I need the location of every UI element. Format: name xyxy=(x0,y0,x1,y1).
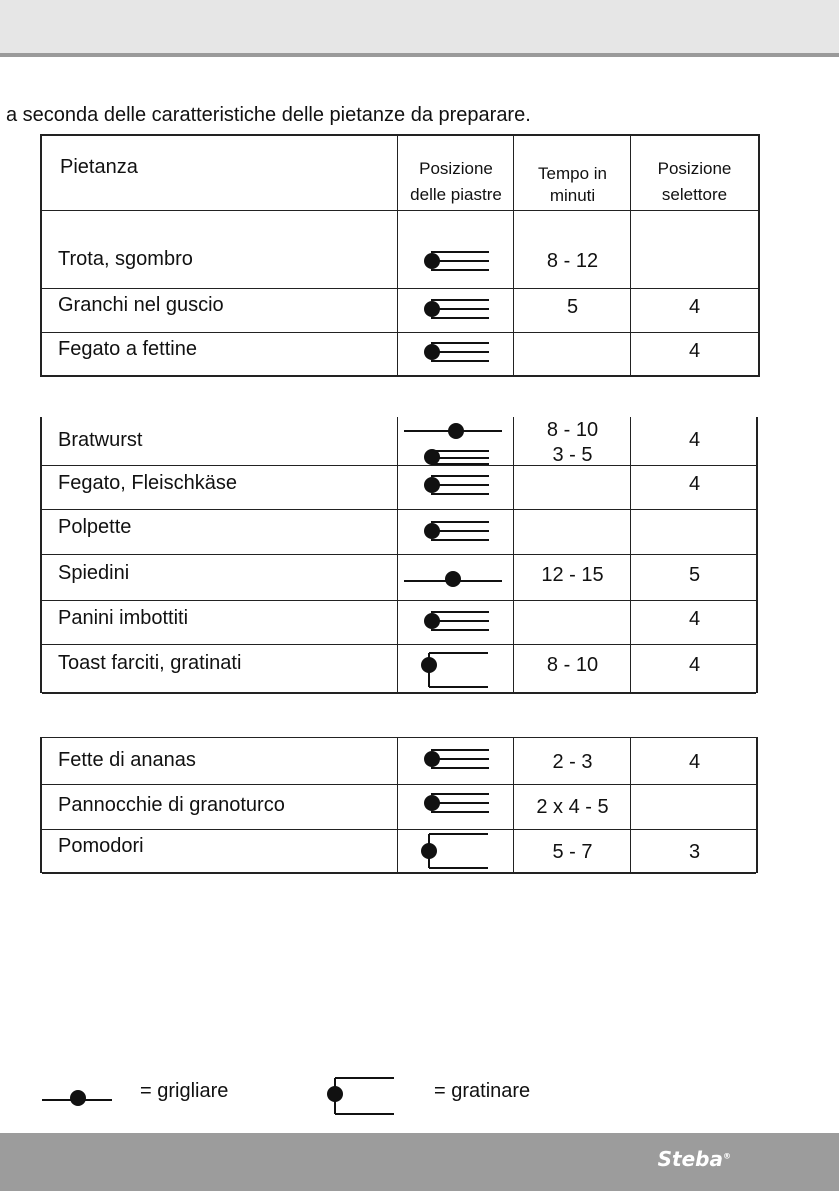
dish-name: Bratwurst xyxy=(58,429,143,451)
time-value: 8 - 10 xyxy=(546,654,599,676)
table-row xyxy=(42,417,756,466)
table-row xyxy=(42,509,756,555)
header-line: Tempo in xyxy=(538,164,607,183)
setting-value: 4 xyxy=(688,473,701,495)
time-value: 2 - 3 xyxy=(552,751,593,773)
dish-name: Fette di ananas xyxy=(58,749,196,771)
header-line: delle piastre xyxy=(410,185,502,204)
setting-value: 4 xyxy=(688,654,701,676)
setting-value: 5 xyxy=(688,564,701,586)
setting-value: 4 xyxy=(688,608,701,630)
grill-closed-icon xyxy=(422,748,492,770)
gratin-icon xyxy=(420,652,490,690)
dish-name: Spiedini xyxy=(58,562,130,584)
legend-grill-label: = grigliare xyxy=(140,1080,229,1102)
grill-open-icon xyxy=(404,568,504,590)
table-row xyxy=(42,600,756,645)
header-selettore xyxy=(631,156,758,208)
setting-value: 4 xyxy=(688,296,701,318)
grill-closed-icon xyxy=(422,610,492,632)
grill-closed-icon xyxy=(422,474,492,496)
time-value: 8 - 10 xyxy=(546,419,599,441)
table-row xyxy=(42,465,756,510)
dish-name: Pomodori xyxy=(58,835,144,857)
top-band xyxy=(0,0,839,54)
top-divider xyxy=(0,53,839,57)
grill-closed-icon xyxy=(422,250,492,272)
time-value: 8 - 12 xyxy=(546,250,599,272)
setting-value: 4 xyxy=(688,429,701,451)
grill-closed-icon xyxy=(422,298,492,320)
setting-value: 4 xyxy=(688,751,701,773)
dish-name: Pannocchie di granoturco xyxy=(58,794,285,816)
table-fish xyxy=(40,134,760,377)
dish-name: Fegato a fettine xyxy=(58,338,197,360)
dish-name: Panini imbottiti xyxy=(58,607,189,629)
dish-name: Trota, sgombro xyxy=(58,248,193,270)
table-vegetables xyxy=(40,737,758,873)
dish-name: Toast farciti, gratinati xyxy=(58,652,242,674)
dish-name: Granchi nel guscio xyxy=(58,294,224,316)
header-line: selettore xyxy=(661,185,728,204)
time-value-secondary: 3 - 5 xyxy=(552,444,593,466)
header-line: minuti xyxy=(549,186,596,205)
grill-closed-icon xyxy=(422,792,492,814)
grill-closed-icon xyxy=(422,520,492,542)
header-line: Posizione xyxy=(419,159,493,178)
brand-logo: Steba® xyxy=(657,1147,731,1171)
header-pietanza: Pietanza xyxy=(60,156,138,178)
table-row xyxy=(42,554,756,601)
intro-text: a seconda delle caratteristiche delle pietanze da preparare. xyxy=(6,104,531,126)
header-line: Posizione xyxy=(657,159,732,178)
table-row xyxy=(42,829,756,874)
table-meat xyxy=(40,417,758,693)
table-header-row xyxy=(42,136,758,211)
gratin-icon xyxy=(324,1076,396,1116)
time-value: 5 - 7 xyxy=(552,841,593,863)
dish-name: Fegato, Fleischkäse xyxy=(58,472,237,494)
grill-closed-icon xyxy=(422,341,492,363)
dish-name: Polpette xyxy=(58,516,132,538)
setting-value: 3 xyxy=(688,841,701,863)
table-row xyxy=(42,644,756,694)
footer-band xyxy=(0,1133,839,1191)
gratin-icon xyxy=(420,833,490,871)
grill-open-icon xyxy=(42,1076,114,1116)
time-value: 12 - 15 xyxy=(541,564,604,586)
grill-both-icon xyxy=(404,419,504,465)
time-value: 5 xyxy=(566,296,579,318)
setting-value: 4 xyxy=(688,340,701,362)
table-row xyxy=(42,332,758,377)
header-posizione-piastre xyxy=(398,156,514,208)
table-row xyxy=(42,288,758,333)
table-row xyxy=(42,784,756,830)
table-row xyxy=(42,210,758,289)
time-value: 2 x 4 - 5 xyxy=(536,796,609,818)
brand-text: Steba xyxy=(657,1147,723,1171)
legend-gratin-label: = gratinare xyxy=(434,1080,531,1102)
header-tempo xyxy=(514,163,631,207)
table-row xyxy=(42,738,756,785)
